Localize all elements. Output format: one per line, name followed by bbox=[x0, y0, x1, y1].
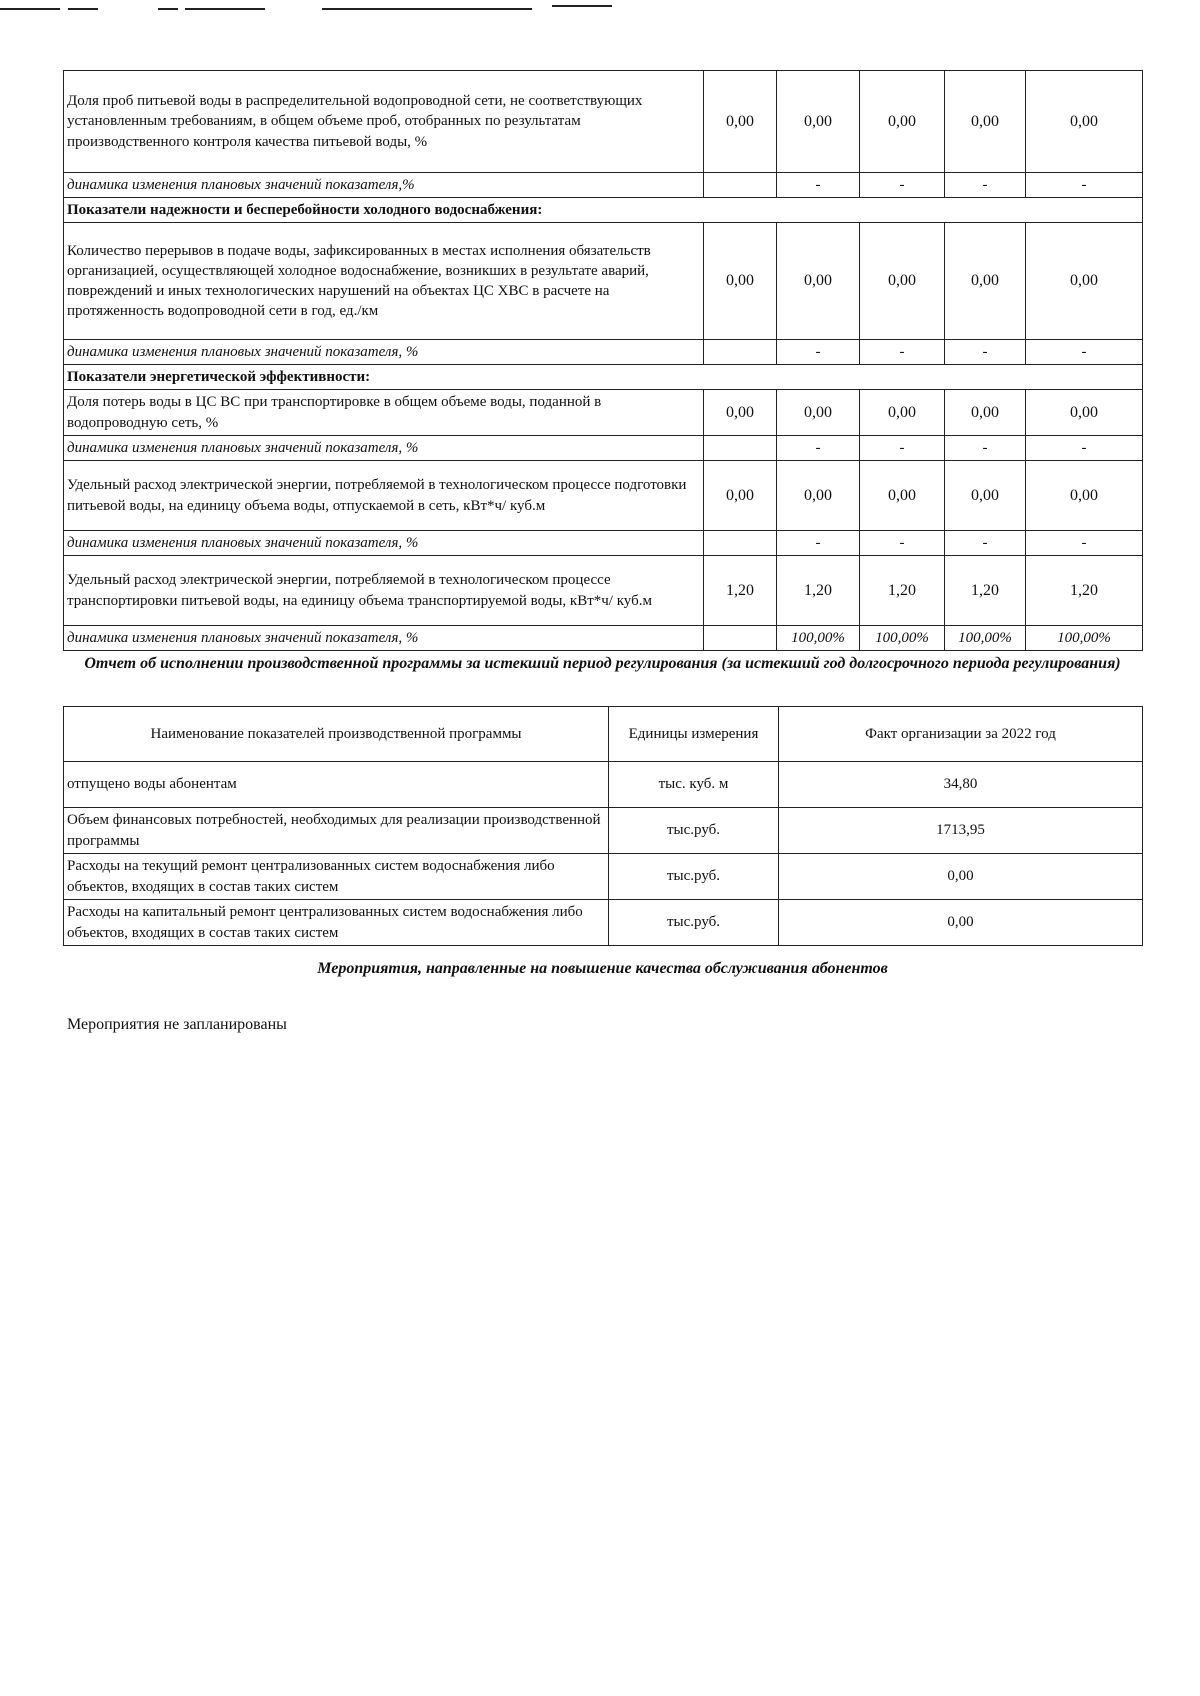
table-row bbox=[64, 900, 1143, 946]
value-cell: 0,00 bbox=[777, 461, 860, 531]
report-item-unit: тыс.руб. bbox=[609, 808, 779, 854]
value-cell: - bbox=[1026, 436, 1143, 461]
value-cell: 0,00 bbox=[1026, 390, 1143, 436]
value-cell: 0,00 bbox=[1026, 223, 1143, 340]
value-cell: - bbox=[777, 173, 860, 198]
table-row bbox=[64, 854, 1143, 900]
value-cell: - bbox=[777, 436, 860, 461]
value-cell: 0,00 bbox=[777, 223, 860, 340]
table-row bbox=[64, 71, 1143, 173]
column-header-unit: Единицы измерения bbox=[609, 707, 779, 762]
value-cell: 0,00 bbox=[1026, 71, 1143, 173]
indicator-name: Доля проб питьевой воды в распределительной водопроводной сети, не соответствующих установленным требованиям, в общем объеме проб, отобранных по результатам производственного контроля качества питьевой воды, % bbox=[64, 71, 704, 173]
table-row bbox=[64, 762, 1143, 808]
table-row bbox=[64, 626, 1143, 651]
table-row bbox=[64, 340, 1143, 365]
indicator-name: динамика изменения плановых значений показателя, % bbox=[64, 436, 704, 461]
value-cell: 100,00% bbox=[860, 626, 945, 651]
report-item-unit: тыс.руб. bbox=[609, 900, 779, 946]
value-cell bbox=[704, 340, 777, 365]
table-row bbox=[64, 461, 1143, 531]
indicator-name: Доля потерь воды в ЦС ВС при транспортировке в общем объеме воды, поданной в водопроводную сеть, % bbox=[64, 390, 704, 436]
value-cell: - bbox=[860, 531, 945, 556]
report-item-name: Расходы на текущий ремонт централизованных систем водоснабжения либо объектов, входящих в состав таких систем bbox=[64, 854, 609, 900]
value-cell: 100,00% bbox=[945, 626, 1026, 651]
scan-mark bbox=[322, 8, 532, 10]
header-row bbox=[64, 707, 1143, 762]
indicator-name: динамика изменения плановых значений показателя, % bbox=[64, 531, 704, 556]
table-row bbox=[64, 436, 1143, 461]
value-cell: 0,00 bbox=[704, 71, 777, 173]
value-cell: 0,00 bbox=[860, 461, 945, 531]
table-row bbox=[64, 556, 1143, 626]
value-cell: - bbox=[777, 340, 860, 365]
value-cell: 1,20 bbox=[1026, 556, 1143, 626]
table-row bbox=[64, 223, 1143, 340]
value-cell: 100,00% bbox=[1026, 626, 1143, 651]
value-cell: 0,00 bbox=[945, 461, 1026, 531]
value-cell: 0,00 bbox=[704, 223, 777, 340]
report-title: Отчет об исполнении производственной программы за истекший период регулирования (за истекший год долгосрочного периода регулирования) bbox=[84, 655, 1121, 672]
value-cell: 0,00 bbox=[945, 390, 1026, 436]
report-item-unit: тыс. куб. м bbox=[609, 762, 779, 808]
section-heading: Показатели энергетической эффективности: bbox=[64, 365, 1143, 390]
value-cell: - bbox=[777, 531, 860, 556]
value-cell: 0,00 bbox=[704, 390, 777, 436]
value-cell: 0,00 bbox=[704, 461, 777, 531]
value-cell: 1,20 bbox=[777, 556, 860, 626]
scan-top-marks bbox=[0, 8, 1200, 16]
value-cell: 0,00 bbox=[860, 390, 945, 436]
value-cell: - bbox=[945, 173, 1026, 198]
value-cell: 0,00 bbox=[777, 71, 860, 173]
value-cell: - bbox=[945, 340, 1026, 365]
value-cell: - bbox=[860, 436, 945, 461]
indicator-name: динамика изменения плановых значений показателя, % bbox=[64, 340, 704, 365]
section-row bbox=[64, 198, 1143, 223]
value-cell: 0,00 bbox=[1026, 461, 1143, 531]
scan-mark bbox=[0, 8, 60, 10]
value-cell bbox=[704, 173, 777, 198]
scan-mark bbox=[185, 8, 265, 10]
value-cell: - bbox=[1026, 340, 1143, 365]
value-cell bbox=[704, 531, 777, 556]
report-item-name: Объем финансовых потребностей, необходимых для реализации производственной программы bbox=[64, 808, 609, 854]
indicator-name: динамика изменения плановых значений показателя,% bbox=[64, 173, 704, 198]
value-cell bbox=[704, 436, 777, 461]
value-cell: 1,20 bbox=[860, 556, 945, 626]
table-row bbox=[64, 390, 1143, 436]
value-cell: - bbox=[945, 531, 1026, 556]
value-cell: 1,20 bbox=[945, 556, 1026, 626]
value-cell: 0,00 bbox=[860, 223, 945, 340]
table-row bbox=[64, 808, 1143, 854]
table-row bbox=[64, 531, 1143, 556]
report-item-name: Расходы на капитальный ремонт централизованных систем водоснабжения либо объектов, входящих в состав таких систем bbox=[64, 900, 609, 946]
report-table bbox=[63, 706, 1143, 946]
measures-text: Мероприятия не запланированы bbox=[67, 1016, 287, 1033]
report-item-name: отпущено воды абонентам bbox=[64, 762, 609, 808]
report-item-unit: тыс.руб. bbox=[609, 854, 779, 900]
report-item-fact: 34,80 bbox=[779, 762, 1143, 808]
measures-title: Мероприятия, направленные на повышение качества обслуживания абонентов bbox=[317, 960, 888, 977]
report-item-fact: 0,00 bbox=[779, 854, 1143, 900]
value-cell: - bbox=[1026, 531, 1143, 556]
section-row bbox=[64, 365, 1143, 390]
indicator-name: Удельный расход электрической энергии, потребляемой в технологическом процессе подготовки питьевой воды, на единицу объема воды, отпускаемой в сеть, кВт*ч/ куб.м bbox=[64, 461, 704, 531]
scan-mark bbox=[68, 8, 98, 10]
value-cell: 0,00 bbox=[777, 390, 860, 436]
value-cell: - bbox=[1026, 173, 1143, 198]
scan-mark bbox=[158, 8, 178, 10]
value-cell bbox=[704, 626, 777, 651]
indicator-name: Удельный расход электрической энергии, потребляемой в технологическом процессе транспортировки питьевой воды, на единицу объема транспортируемой воды, кВт*ч/ куб.м bbox=[64, 556, 704, 626]
column-header-fact: Факт организации за 2022 год bbox=[779, 707, 1143, 762]
value-cell: 0,00 bbox=[945, 71, 1026, 173]
value-cell: 1,20 bbox=[704, 556, 777, 626]
value-cell: - bbox=[860, 173, 945, 198]
scan-mark bbox=[552, 5, 612, 7]
table-row bbox=[64, 173, 1143, 198]
column-header-name: Наименование показателей производственной программы bbox=[64, 707, 609, 762]
report-item-fact: 1713,95 bbox=[779, 808, 1143, 854]
indicator-name: Количество перерывов в подаче воды, зафиксированных в местах исполнения обязательств организацией, осуществляющей холодное водоснабжение, возникших в результате аварий, повреждений и иных технологических нарушений на объектах ЦС ХВС в расчете на протяженность водопроводной сети в год, ед./км bbox=[64, 223, 704, 340]
value-cell: - bbox=[945, 436, 1026, 461]
value-cell: 100,00% bbox=[777, 626, 860, 651]
report-item-fact: 0,00 bbox=[779, 900, 1143, 946]
value-cell: 0,00 bbox=[945, 223, 1026, 340]
indicators-table bbox=[63, 70, 1143, 651]
value-cell: 0,00 bbox=[860, 71, 945, 173]
indicator-name: динамика изменения плановых значений показателя, % bbox=[64, 626, 704, 651]
value-cell: - bbox=[860, 340, 945, 365]
section-heading: Показатели надежности и бесперебойности холодного водоснабжения: bbox=[64, 198, 1143, 223]
